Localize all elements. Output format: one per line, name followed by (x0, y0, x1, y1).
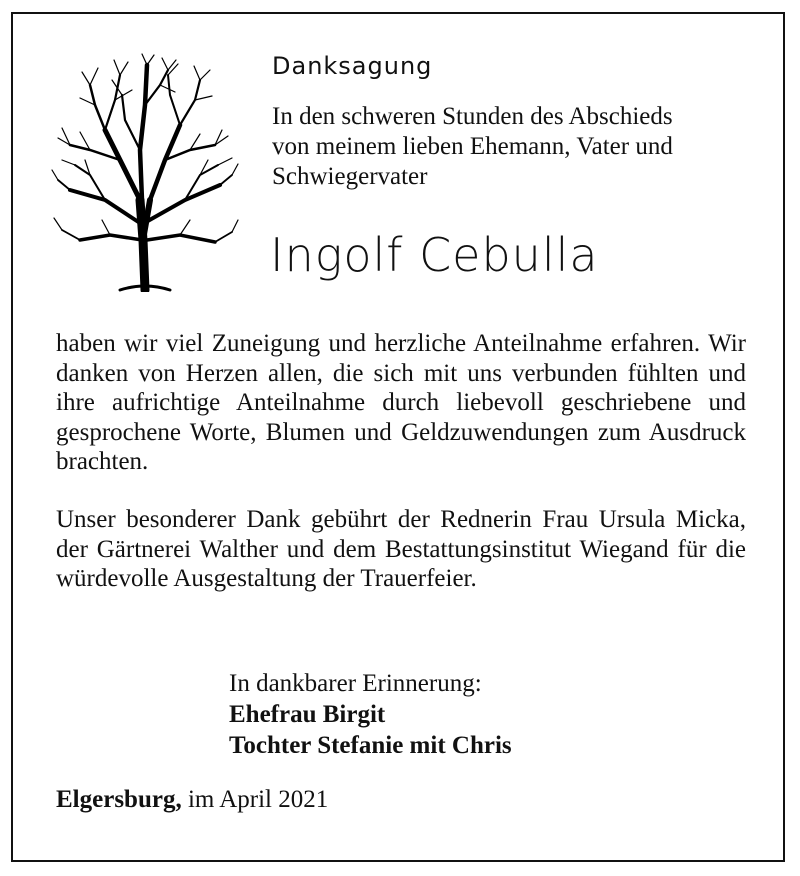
heading-danksagung: Danksagung (272, 52, 433, 80)
tree-icon (50, 50, 240, 292)
closing-block (229, 668, 512, 761)
place-date (56, 786, 328, 814)
closing-phrase: In dankbarer Erinnerung: (229, 670, 482, 697)
deceased-name: Ingolf Cebulla (270, 228, 599, 282)
intro-text: In den schweren Stunden des Abschieds von meinem lieben Ehemann, Vater und Schwiegervater (272, 103, 673, 190)
date-text: im April 2021 (187, 786, 329, 813)
thanks-paragraph-1: haben wir viel Zuneigung und herzliche Anteilnahme erfahren. Wir danken von Herzen allen, die sich mit uns verbunden fühlten und ihre aufrichtige Anteilnahme durch liebevoll geschriebene und gesprochene Worte, Blumen und Geldzuwendungen zum Ausdruck brachten. (56, 330, 746, 475)
signer-wife: Ehefrau Birgit (229, 701, 386, 728)
signer-daughter: Tochter Stefanie mit Chris (229, 732, 512, 759)
place-name: Elgersburg, (56, 786, 182, 813)
thanks-paragraph-2: Unser besonderer Dank gebührt der Rednerin Frau Ursula Micka, der Gärtnerei Walther und dem Bestattungsinstitut Wiegand für die würdevolle Ausgestaltung der Trauerfeier. (56, 506, 746, 592)
